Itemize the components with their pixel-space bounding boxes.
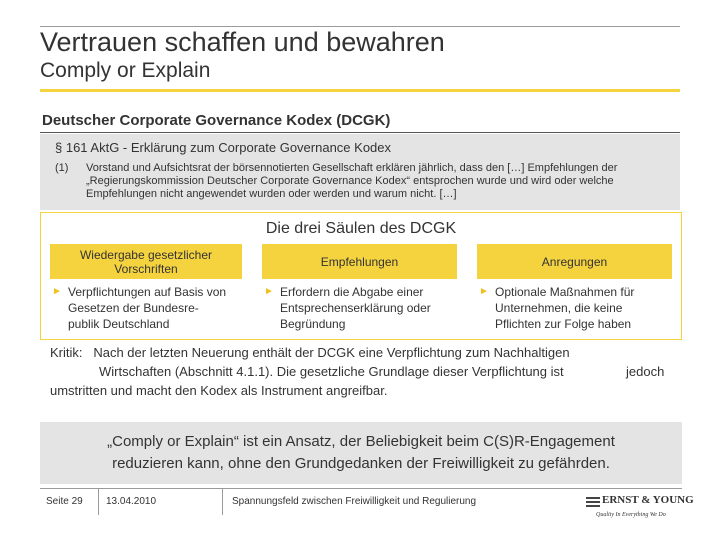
pillar-header-line: Anregungen [541, 254, 608, 269]
law-clause-line: „Regierungskommission Deutscher Corporate Governance Kodex“ entsprochen wurde und wird oder welche [86, 175, 614, 187]
pillar-text-line: Entsprechenserklärung oder [280, 301, 431, 315]
pillar-header-recommendations [262, 244, 457, 279]
kritik-line: Wirtschaften (Abschnitt 4.1.1). Die gesetzliche Grundlage dieser Verpflichtung ist [99, 364, 564, 379]
section-heading: Deutscher Corporate Governance Kodex (DCGK) [42, 112, 391, 129]
kritik-line: umstritten und macht den Kodex als Instrument angreifbar. [50, 383, 388, 398]
pillar-header-laws [50, 244, 242, 279]
footer-date: 13.04.2010 [106, 496, 157, 507]
title-underline [40, 89, 680, 92]
pillar-text-line: Verpflichtungen auf Basis von [68, 285, 227, 299]
footer-page-number: Seite 29 [46, 496, 83, 507]
pillar-header-line: Vorschriften [114, 261, 178, 276]
pillar-text-recommendations [264, 284, 459, 332]
conclusion-line: „Comply or Explain“ ist ein Ansatz, der Beliebigkeit beim C(S)R-Engagement [107, 433, 615, 450]
pillar-header-line: Wiedergabe gesetzlicher [79, 247, 213, 262]
section-divider [40, 132, 680, 133]
pillar-text-line: Gesetzen der Bundesre- [68, 301, 199, 315]
kritik-line: Kritik: Nach der letzten Neuerung enthält der DCGK eine Verpflichtung zum Nachhaltigen [50, 345, 570, 360]
footer-separator [98, 489, 99, 515]
footer-topic: Spannungsfeld zwischen Freiwilligkeit und Regulierung [232, 496, 477, 507]
law-quote-box [40, 134, 680, 210]
pillar-text-line: Begründung [280, 317, 346, 331]
footer-divider [40, 488, 682, 489]
pillars-title: Die drei Säulen des DCGK [265, 220, 457, 237]
ernst-young-logo [586, 494, 694, 526]
pillar-header-line: Empfehlungen [320, 254, 399, 269]
page-subtitle: Comply or Explain [40, 59, 211, 82]
kritik-line: jedoch [626, 364, 665, 379]
footer-separator [222, 489, 223, 515]
pillar-text-line: publik Deutschland [68, 317, 170, 331]
law-clause-line: Vorstand und Aufsichtsrat der börsennotierten Gesellschaft erklären jährlich, dass den […] Empfehlungen der [86, 162, 618, 174]
pillar-text-laws [52, 284, 247, 332]
pillar-text-line: Pflichten zur Folge haben [495, 317, 632, 331]
bullet-triangle-icon: ► [264, 286, 274, 297]
page-title: Vertrauen schaffen und bewahren [40, 27, 445, 57]
pillar-text-line: Optionale Maßnahmen für [495, 285, 635, 299]
law-clause-number: (1) [55, 162, 69, 174]
pillar-header-suggestions [477, 244, 672, 279]
logo-bars-icon [586, 497, 600, 509]
law-clause-line: Empfehlungen nicht angewendet wurden oder werden und warum nicht. […] [86, 188, 457, 200]
conclusion-box [40, 422, 682, 484]
law-paragraph-title: § 161 AktG - Erklärung zum Corporate Governance Kodex [55, 140, 392, 155]
pillar-text-line: Erfordern die Abgabe einer [280, 285, 424, 299]
logo-tagline: Quality In Everything We Do [596, 512, 666, 518]
pillar-text-suggestions [479, 284, 674, 332]
bullet-triangle-icon: ► [52, 286, 62, 297]
logo-name: ERNST & YOUNG [602, 494, 694, 506]
pillar-text-line: Unternehmen, die keine [495, 301, 623, 315]
law-clause-text [86, 162, 676, 201]
conclusion-line: reduzieren kann, ohne den Grundgedanken der Freiwilligkeit zu gefährden. [112, 455, 610, 472]
bullet-triangle-icon: ► [479, 286, 489, 297]
